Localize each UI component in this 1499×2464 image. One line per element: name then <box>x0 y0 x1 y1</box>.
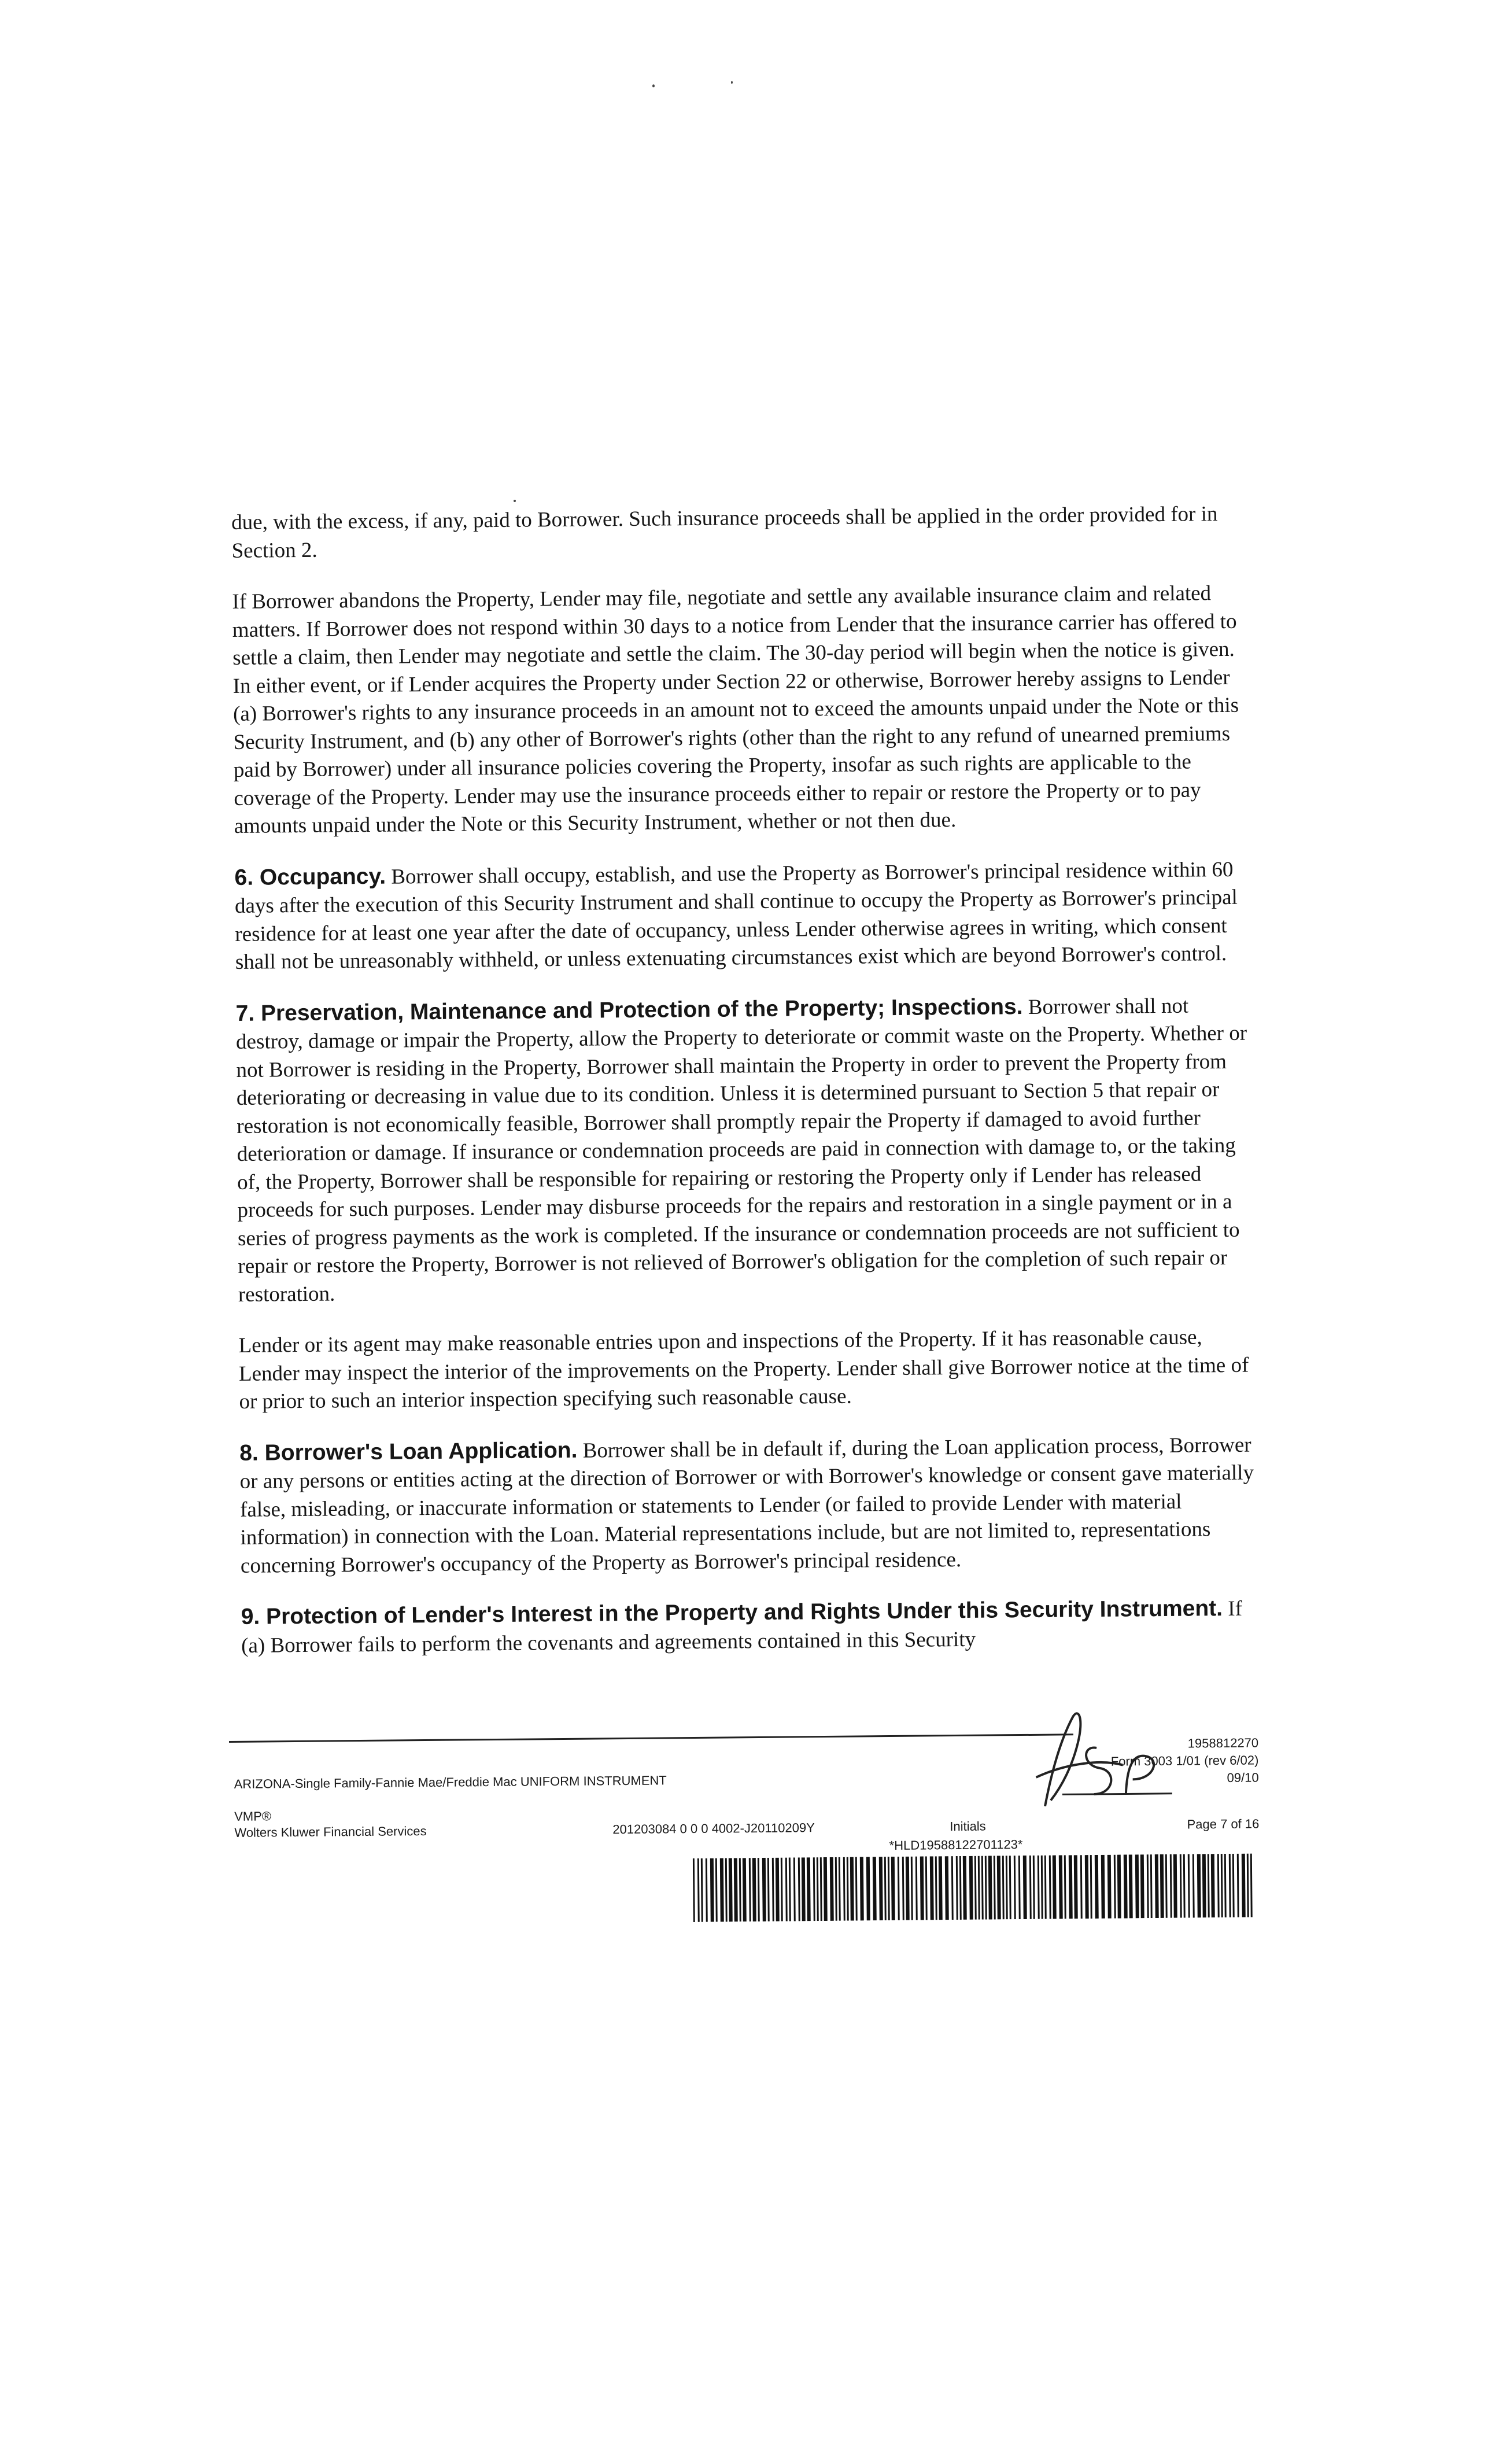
barcode-bar <box>969 1856 973 1920</box>
barcode-bar <box>920 1857 924 1920</box>
barcode-bar <box>945 1856 949 1920</box>
barcode-bar <box>734 1858 738 1921</box>
barcode-bar <box>1150 1854 1153 1918</box>
barcode-bar <box>1165 1854 1168 1918</box>
barcode-bar <box>807 1857 811 1921</box>
barcode-bar <box>978 1856 980 1920</box>
barcode-bar <box>798 1857 800 1921</box>
footer-rule <box>229 1733 1073 1743</box>
barcode-bar <box>959 1856 962 1920</box>
barcode-bar <box>847 1857 849 1921</box>
barcode-bar <box>725 1858 728 1921</box>
barcode-bar <box>1242 1854 1246 1917</box>
vmp-label: VMP® <box>234 1809 272 1824</box>
barcode-bar <box>930 1856 934 1920</box>
barcode-bar <box>1202 1854 1206 1917</box>
barcode-bar <box>1080 1855 1083 1919</box>
barcode-bar <box>1064 1855 1066 1919</box>
paragraph-inspections: Lender or its agent may make reasonable entries upon and inspections of the Property. If it has reasonable cause, Lender may inspect the interior of the improvements on the Property. Lender shall give Borrower notice at the time of or prior to such an interior inspection specifying such reasonable cause. <box>238 1325 1249 1414</box>
barcode-bar <box>789 1858 791 1921</box>
barcode-bar <box>1229 1854 1231 1917</box>
barcode-bar <box>956 1856 958 1920</box>
barcode-bar <box>830 1857 834 1921</box>
barcode-bar <box>994 1856 996 1919</box>
barcode-bar <box>1002 1856 1005 1919</box>
barcode-bar <box>1208 1854 1210 1917</box>
barcode-bar <box>1018 1856 1021 1919</box>
barcode-bar <box>873 1857 877 1920</box>
section-heading: 9. Protection of Lender's Interest in the Property and Rights Under this Security Instrument. <box>241 1596 1223 1629</box>
barcode-bar <box>762 1858 766 1921</box>
barcode-bar <box>1160 1854 1164 1918</box>
barcode-bar <box>1237 1854 1239 1917</box>
barcode-bar <box>758 1858 760 1921</box>
section-6-occupancy: 6. Occupancy. Borrower shall occupy, establish, and use the Property as Borrower's principal residence within 60 days after the execution of this Security Instrument and shall continue to occupy the Property as Borrower's principal residence for at least one year after the date of occupancy, unless Lender otherwise agrees in writing, which consent shall not be unreasonably withheld, or unless extenuating circumstances exist which are beyond Borrower's control. <box>234 857 1238 974</box>
section-7-preservation: 7. Preservation, Maintenance and Protection of the Property; Inspections. Borrower shall not destroy, damage or impair the Property, allow the Property to deteriorate or commit waste on the Property. Whether or not Borrower is residing in the Property, Borrower shall maintain the Property in order to prevent the Property from deteriorating or decreasing in value due to its condition. Unless it is determined pursuant to Section 5 that repair or restoration is not economically feasible, Borrower shall promptly repair the Property if damaged to avoid further deterioration or damage. If insurance or condemnation proceeds are paid in connection with damage to, or the taking of, the Property, Borrower shall be responsible for repairing or restoring the Property only if Lender has released proceeds for such purposes. Lender may disburse proceeds for the repairs and restoration in a single payment or in a series of progress payments as the work is completed. If the insurance or condemnation proceeds are not sufficient to repair or restore the Property, Borrower is not relieved of Borrower's obligation for the completion of such repair or restoration. <box>235 994 1247 1307</box>
barcode-bar <box>1059 1855 1063 1919</box>
scan-speck <box>514 500 516 502</box>
barcode-bar <box>879 1857 883 1920</box>
barcode-bar <box>772 1858 774 1921</box>
barcode-bar <box>824 1857 828 1921</box>
barcode-bar <box>1095 1855 1099 1919</box>
barcode-bar <box>1074 1855 1078 1919</box>
barcode-bar <box>884 1857 887 1920</box>
barcode-bar <box>743 1858 747 1921</box>
barcode-bar <box>1038 1856 1040 1919</box>
barcode-bar <box>1247 1854 1249 1917</box>
barcode-bar <box>997 1856 1001 1919</box>
scan-speck <box>652 84 655 87</box>
page-footer <box>229 1732 1260 1932</box>
barcode-bar <box>793 1857 796 1921</box>
barcode-bar <box>710 1858 714 1922</box>
barcode-bar <box>839 1857 841 1921</box>
barcode-bar <box>1006 1856 1008 1919</box>
barcode-text: *HLD19588122701123* <box>889 1837 1023 1853</box>
barcode-bar <box>1117 1855 1121 1919</box>
barcode-bar <box>974 1856 977 1920</box>
section-8-loan-application: 8. Borrower's Loan Application. Borrower shall be in default if, during the Loan application process, Borrower or any persons or entities acting at the direction of Borrower or with Borrower's knowledge or consent gave materially false, misleading, or inaccurate information or statements to Lender (or failed to provide Lender with material information) in connection with the Loan. Material representations include, but are not limited to, representations concerning Borrower's occupancy of the Property as Borrower's principal residence. <box>239 1433 1254 1578</box>
barcode-bar <box>802 1857 806 1921</box>
barcode-bar <box>1224 1854 1227 1917</box>
barcode-bar <box>701 1858 703 1922</box>
barcode-bar <box>915 1857 918 1920</box>
barcode-bar <box>697 1858 700 1922</box>
form-title: ARIZONA-Single Family-Fannie Mae/Freddie Mac UNIFORM INSTRUMENT <box>234 1773 667 1791</box>
barcode-bar <box>1090 1855 1092 1919</box>
barcode-bar <box>706 1858 708 1922</box>
barcode-bar <box>906 1857 910 1920</box>
form-date: 09/10 <box>1227 1770 1259 1785</box>
barcode-bar <box>1135 1854 1139 1918</box>
barcode-bar <box>985 1856 987 1920</box>
barcode-bar <box>817 1857 819 1921</box>
barcode-bar <box>855 1857 858 1921</box>
barcode-bar <box>715 1858 718 1922</box>
form-number: Form 3003 1/01 (rev 6/02) <box>1110 1753 1259 1769</box>
section-heading: 6. Occupancy. <box>234 864 386 890</box>
barcode-bar <box>1053 1856 1057 1919</box>
barcode-bar <box>1023 1856 1027 1919</box>
barcode-bar <box>813 1857 815 1921</box>
barcode-bar <box>1129 1854 1133 1918</box>
barcode-bar <box>693 1858 695 1922</box>
barcode-bar <box>776 1858 780 1921</box>
barcode-bar <box>1107 1855 1112 1919</box>
barcode-bar <box>1041 1856 1043 1919</box>
barcode-bar <box>749 1858 751 1921</box>
barcode-bar <box>866 1857 870 1920</box>
barcode-bar <box>988 1856 992 1919</box>
barcode-bar <box>935 1856 937 1920</box>
barcode-bar <box>1044 1856 1047 1919</box>
barcode-bar <box>1180 1854 1182 1918</box>
barcode-bar <box>1124 1854 1128 1918</box>
barcode-bar <box>729 1858 733 1921</box>
barcode-bar <box>1232 1854 1235 1917</box>
barcode-bar <box>963 1856 967 1920</box>
scan-speck <box>731 81 733 84</box>
barcode-bar <box>939 1856 943 1920</box>
barcode-bar <box>1049 1856 1051 1919</box>
barcode-bar <box>1009 1856 1011 1919</box>
paragraph-abandonment: If Borrower abandons the Property, Lender may file, negotiate and settle any available insurance claim and related matters. If Borrower does not respond within 30 days to a notice from Lender that the insurance carrier has offered to settle a claim, then Lender may negotiate and settle the claim. The 30-day period will begin when the notice is given. In either event, or if Lender acquires the Property under Section 22 or otherwise, Borrower hereby assigns to Lender (a) Borrower's rights to any insurance proceeds in an amount not to exceed the amounts unpaid under the Note or this Security Instrument, and (b) any other of Borrower's rights (other than the right to any refund of unearned premiums paid by Borrower) under all insurance policies covering the Property, insofar as such rights are applicable to the coverage of the Property. Lender may use the insurance proceeds either to repair or restore the Property or to pay amounts unpaid under the Note or this Security Instrument, whether or not then due. <box>232 581 1239 838</box>
barcode-bar <box>835 1857 837 1921</box>
barcode-bar <box>1101 1855 1105 1919</box>
barcode-icon <box>693 1854 1254 1922</box>
barcode-bar <box>1029 1856 1032 1919</box>
barcode-bar <box>1183 1854 1186 1918</box>
barcode-bar <box>860 1857 864 1920</box>
barcode-bar <box>1140 1854 1144 1918</box>
barcode-bar <box>1033 1856 1035 1919</box>
barcode-bar <box>1155 1854 1159 1918</box>
barcode-bar <box>898 1857 900 1920</box>
page-number: Page 7 of 16 <box>1187 1816 1260 1832</box>
barcode-bar <box>1173 1854 1177 1918</box>
section-9-protection: 9. Protection of Lender's Interest in the Property and Rights Under this Security Instrument. If (a) Borrower fails to perform the covenants and agreements contained in this Security <box>241 1596 1243 1658</box>
barcode-bar <box>781 1858 783 1921</box>
initials-label: Initials <box>950 1819 986 1834</box>
paragraph-insurance-proceeds: due, with the excess, if any, paid to Borrower. Such insurance proceeds shall be applied in the order provided for in Section 2. <box>231 502 1218 563</box>
barcode-bar <box>902 1857 904 1920</box>
document-code: 201203084 0 0 0 4002-J20110209Y <box>612 1820 815 1837</box>
barcode-bar <box>1014 1856 1016 1919</box>
barcode-bar <box>1217 1854 1220 1917</box>
barcode-bar <box>951 1856 954 1920</box>
barcode-bar <box>1170 1854 1172 1918</box>
barcode-bar <box>1192 1854 1195 1917</box>
barcode-bar <box>850 1857 854 1921</box>
section-heading: 8. Borrower's Loan Application. <box>239 1437 578 1466</box>
barcode-bar <box>888 1857 890 1920</box>
barcode-bar <box>911 1857 913 1920</box>
barcode-bar <box>785 1858 788 1921</box>
barcode-bar <box>1085 1855 1089 1919</box>
barcode-bar <box>891 1857 895 1920</box>
barcode-bar <box>843 1857 846 1921</box>
barcode-bar <box>767 1858 770 1921</box>
section-heading: 7. Preservation, Maintenance and Protection of the Property; Inspections. <box>235 994 1023 1026</box>
document-body <box>231 500 1265 1683</box>
barcode-bar <box>752 1858 756 1921</box>
barcode-bar <box>981 1856 984 1920</box>
barcode-bar <box>1114 1855 1116 1919</box>
publisher-label: Wolters Kluwer Financial Services <box>234 1824 427 1840</box>
barcode-bar <box>1197 1854 1201 1917</box>
barcode-bar <box>1147 1854 1149 1918</box>
barcode-bar <box>1250 1854 1253 1917</box>
barcode-bar <box>720 1858 724 1922</box>
loan-number: 1958812270 <box>1187 1735 1259 1751</box>
barcode-bar <box>1188 1854 1190 1918</box>
barcode-bar <box>739 1858 741 1921</box>
barcode-bar <box>820 1857 822 1921</box>
barcode-bar <box>1069 1855 1073 1919</box>
barcode-bar <box>1221 1854 1223 1917</box>
barcode-bar <box>925 1856 928 1920</box>
barcode-bar <box>1211 1854 1215 1917</box>
